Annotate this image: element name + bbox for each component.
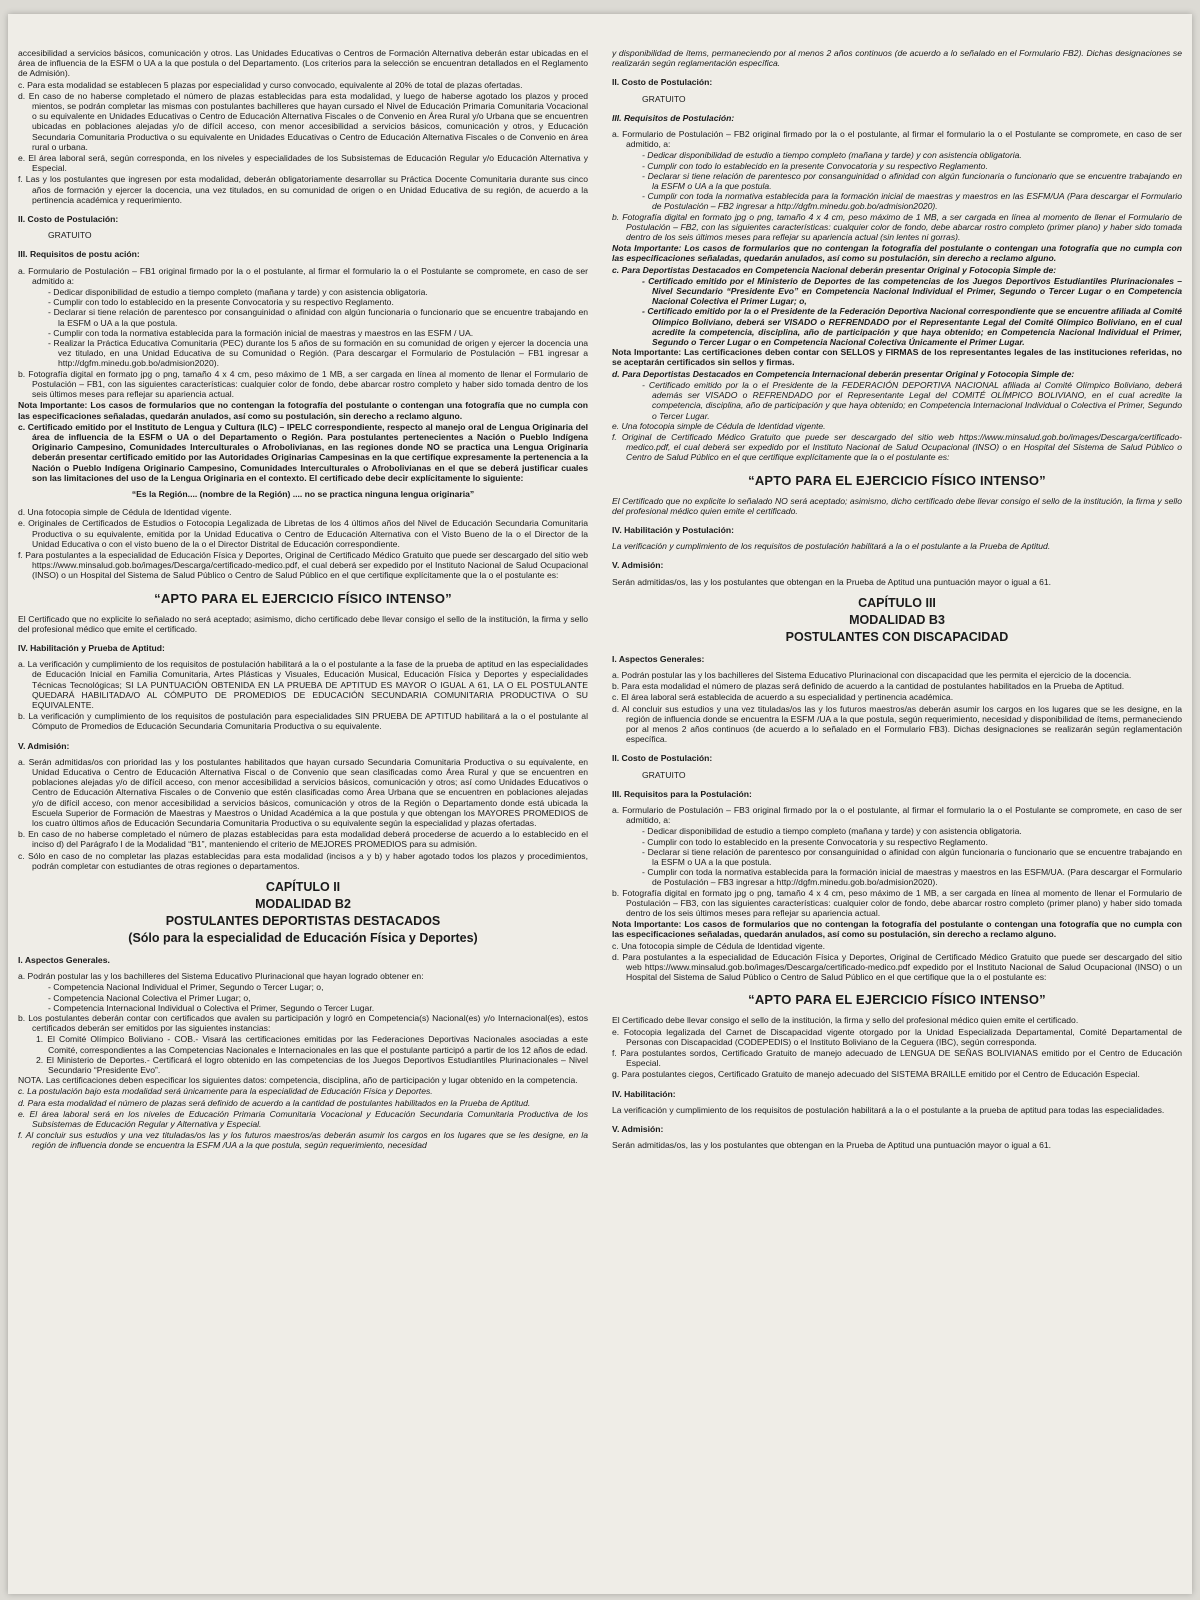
req-item-d: d. Para Deportistas Destacados en Competencia Internacional deberán presentar Original y Fotocopia Simple de:: [612, 368, 1075, 379]
req-sub-item: - Declarar si tiene relación de parentesco por consanguinidad o afinidad con algún funcionaria o funcionario que se encuentre trabajando en la ESFM o UA a la que postula.: [642, 170, 1182, 192]
chapter-3-label: CAPÍTULO III: [858, 595, 936, 610]
section-heading-habilitacion-b3: IV. Habilitación:: [612, 1088, 676, 1099]
req-item-c: c. Para Deportistas Destacados en Competencia Nacional deberán presentar Original y Fotocopia Simple de:: [612, 264, 1057, 275]
asp-item-b: b. Para esta modalidad el número de plazas será definido de acuerdo a la cantidad de postulantes habilitados en la Prueba de Aptitud.: [612, 681, 1125, 692]
req2-item-e: e. Fotocopia legalizada del Carnet de Discapacidad vigente otorgado por la Unidad Especializada Departamental, Comité Departamental de Personas con Discapacidad (CODEPEDIS) o el Instituto Boliviano de la Ceguera (IBC), según corresponda.: [612, 1026, 1182, 1047]
req-d-sub-item: - Certificado emitido por la o el Presidente de la FEDERACIÓN DEPORTIVA NACIONAL afiliada al Comité Olímpico Boliviano, deberá además ser VISADO o REFRENDADO por el Representante Legal del COMITÉ OLÍMPICO BOLIVIANO, en el cual acredite la competencia, disciplina, año de participación y que haya obtenido; en Competencia Internacional Individual o Colectiva el Primer, Segundo o Tercer Lugar.: [642, 379, 1182, 421]
section-heading-requisitos: III. Requisitos de postu ación:: [18, 249, 140, 260]
hab-item-b: b. La verificación y cumplimiento de los requisitos de postulación para especialidades SIN PRUEBA DE APTITUD habilitará a la o el postulante al Cómputo de Promedios de Educación Secundaria Comunitaria Productiva o su equivalente.: [18, 711, 588, 732]
section-heading-costo-b3: II. Costo de Postulación:: [612, 753, 713, 764]
adm-item-c: c. Sólo en caso de no completar las plazas establecidas para esta modalidad (incisos a y b) y haber agotado todos los plazos y procedimientos, podrán completar con estudiantes de otras regiones o departamentos.: [18, 850, 588, 871]
apto-heading-b3: “APTO PARA EL EJERCICIO FÍSICO INTENSO”: [748, 992, 1046, 1008]
intro-item-e: e. El área laboral será, según corresponda, en los niveles y especialidades de los Subsistemas de Educación Regular y/o Educación Alternativa y Especial.: [18, 153, 588, 174]
req-sub-item: - Cumplir con toda la normativa establecida para la formación inicial de maestras y maestros en las ESFM / UA.: [48, 327, 474, 338]
apto-text: El Certificado que no explicite lo señalado no será aceptado; asimismo, dicho certificado debe llevar consigo el sello de la institución, la firma y sello del profesional médico que emite el certificado.: [18, 613, 588, 634]
chapter-3-modality: MODALIDAD B3: [849, 612, 945, 627]
req2-item-d: d. Para postulantes a la especialidad de Educación Física y Deportes, Original de Certificado Médico Gratuito que puede ser descargado del sitio web https://www.minsalud.gob.bo/images/Descarga/certificado-medico.pdf expedido por el Instituto Nacional de Salud Ocupacional (INSO) o un Hospital del Sistema de Salud Público o Centro de Salud Público en el que certifique que la o el postulante es:: [612, 951, 1182, 983]
adm-item-b: b. En caso de no haberse completado el número de plazas establecidas para esta modalidad deberá procederse de acuerdo a lo establecido en el inciso d) del Parágrafo I de la Modalidad “B1”, manteniendo el criterio de MEJORES PROMEDIOS para su admisión.: [18, 829, 588, 850]
section-heading-aspectos: I. Aspectos Generales:: [612, 653, 705, 664]
req-item-b: b. Fotografía digital en formato jpg o png, tamaño 4 x 4 cm, peso máximo de 1 MB, a ser cargada en línea al momento de llenar el Formulario de Postulación – FB2, con las siguientes características: cualquier color de fondo, debe abarcar rostro completo (primer plano) y haber sido tomada dentro de los seis últimos meses para reflejar su apariencia actual (sin lentes ni gorras).: [612, 211, 1182, 243]
asp-sub-item: - Competencia Internacional Individual o Colectiva el Primer, Segundo o Tercer Lugar.: [48, 1002, 375, 1013]
asp-item-c: c. La postulación bajo esta modalidad será únicamente para la especialidad de Educación Física y Deportes.: [18, 1086, 433, 1097]
costo-value-b3: GRATUITO: [642, 769, 686, 780]
req-sub-item: - Cumplir con toda la normativa establecida para la formación inicial de maestras y maestros en las ESFM/UA (Para descargar el Formulario de Postulación – FB2 ingresar a http://dgfm.minedu.gob.bo/admision2020).: [642, 191, 1182, 212]
req2-item-b: b. Fotografía digital en formato jpg o png, tamaño 4 x 4 cm, peso máximo de 1 MB, a ser cargada en línea al momento de llenar el Formulario de Postulación – FB3, con las siguientes características: cualquier color de fondo, debe abarcar rostro completo (primer plano) y haber sido tomada dentro de los seis últimos meses para reflejar su apariencia actual.: [612, 887, 1182, 918]
req-sub-item: - Cumplir con todo lo establecido en la presente Convocatoria y su respectivo Reglamento.: [48, 297, 394, 308]
section-heading-admision-b3: V. Admisión:: [612, 1124, 664, 1135]
chapter-3-title: POSTULANTES CON DISCAPACIDAD: [785, 629, 1009, 644]
apto-text: El Certificado que no explicite lo señalado NO será aceptado; asimismo, dicho certificado debe llevar consigo el sello de la institución, la firma y sello del profesional médico quien emite el certificado.: [612, 495, 1182, 516]
req-b-note: Nota Importante: Los casos de formularios que no contengan la fotografía del postulante o contengan una fotografía que no cumpla con las especificaciones señaladas, quedarán anulados, así como su postulación, sin derecho a reclamo alguno.: [18, 400, 588, 421]
costo-value: GRATUITO: [642, 93, 686, 104]
req-c-sub-item: - Certificado emitido por el Ministerio de Deportes de las competencias de los Juegos Deportivos Estudiantiles Plurinacionales – Nivel Secundario “Presidente Evo” en Competencia Nacional Individual el Primer, Segundo o Tercer Lugar o en Competencia Nacional Colectiva el Primer Lugar; o,: [642, 275, 1182, 307]
adm-text: Serán admitidas/os, las y los postulantes que obtengan en la Prueba de Aptitud una puntuación mayor o igual a 61.: [612, 576, 1052, 587]
chapter-2-subtitle: (Sólo para la especialidad de Educación Física y Deportes): [128, 931, 478, 946]
adm-item-a: a. Serán admitidas/os con prioridad las y los postulantes habilitados que hayan cursado Secundaria Comunitaria Productiva o su equivalente, en Unidad Educativa o Centro de Educación Alternativa Fiscal o de Convenio que sean clasificadas como Área Rural y que se encuentren en poblaciones alejadas y/o de difícil acceso, con menor accesibilidad a servicios básicos, comunicación y otros; así como Unidades Educativos o Centro de Educación Alternativa Fiscales o de Convenio que estén clasificadas como Área Urbana que se encuentren en poblaciones alejadas y/o de difícil acceso, con menor accesibilidad a servicios básicos, comunicación y otros de la Región o Departamento donde está ubicada la Escuela Superior de Formación de Maestras y Maestros o Unidad Académica a la que postula y que obtengan los MAYORES PROMEDIOS de los cuatro últimos años de Educación Secundaria Comunitaria Productiva o su equivalente según la especialidad y plazas ofertadas.: [18, 756, 588, 828]
chapter-2-modality: MODALIDAD B2: [255, 897, 351, 912]
req2-item-g: g. Para postulantes ciegos, Certificado Gratuito de manejo adecuado del SISTEMA BRAILLE emitido por el Centro de Educación Especial.: [612, 1069, 1140, 1080]
section-heading-habilitacion: IV. Habilitación y Postulación:: [612, 524, 734, 535]
req-item-f: f. Original de Certificado Médico Gratuito que puede ser descargado del sitio web https://www.minsalud.gob.bo/images/Descarga/certificado-medico.pdf, el cual deberá ser expedido por el Instituto Nacional de Salud Ocupacional (INSO) o en Hospital del Sistema de Salud Público o Centro de Salud Público en el que certifique explícitamente que la o el postulante es:: [612, 431, 1182, 463]
costo-value: GRATUITO: [48, 230, 92, 241]
req-sub-item: - Dedicar disponibilidad de estudio a tiempo completo (mañana y tarde) y con asistencia obligatoria.: [48, 287, 428, 298]
req2-b-note: Nota Importante: Los casos de formularios que no contengan la fotografía del postulante o contengan una fotografía que no cumpla con las especificaciones señaladas, quedarán anulados, así como su postulación, sin derecho a reclamo alguno.: [612, 919, 1182, 940]
req-item-a: a. Formulario de Postulación – FB2 original firmado por la o el postulante, al firmar el formulario la o el Postulante se compromete, en caso de ser admitido, a:: [612, 129, 1182, 150]
asp-item-d: d. Para esta modalidad el número de plazas será definido de acuerdo a la cantidad de postulantes habilitados en la Prueba de Aptitud.: [18, 1097, 531, 1108]
req-item-a: a. Formulario de Postulación – FB1 original firmado por la o el postulante, al firmar el formulario la o el Postulante se compromete, en caso de ser admitido a:: [18, 265, 588, 286]
req-sub-item: - Dedicar disponibilidad de estudio a tiempo completo (mañana y tarde) y con asistencia obligatoria.: [642, 150, 1022, 161]
adm-text-b3: Serán admitidas/os, las y los postulantes que obtengan en la Prueba de Aptitud una puntuación mayor o igual a 61.: [612, 1140, 1052, 1151]
req2-item-a: a. Formulario de Postulación – FB3 original firmado por la o el postulante, al firmar el formulario la o el Postulante se compromete, en caso de ser admitido, a:: [612, 804, 1182, 826]
req2-sub-item: - Cumplir con todo lo establecido en la presente Convocatoria y su respectivo Reglamento.: [642, 836, 988, 847]
req2-item-c: c. Una fotocopia simple de Cédula de Identidad vigente.: [612, 940, 826, 951]
section-heading-requisitos: III. Requisitos de Postulación:: [612, 112, 735, 123]
req2-item-f: f. Para postulantes sordos, Certificado Gratuito de manejo adecuado de LENGUA DE SEÑAS BOLIVIANAS emitido por el Centro de Educación Especial.: [612, 1048, 1182, 1069]
asp-sub-item: - Competencia Nacional Colectiva el Primer Lugar; o,: [48, 992, 251, 1003]
asp-sub-item: - Competencia Nacional Individual el Primer, Segundo o Tercer Lugar; o,: [48, 982, 324, 993]
apto-heading: “APTO PARA EL EJERCICIO FÍSICO INTENSO”: [154, 590, 452, 606]
asp-item-e: e. El área laboral será en los niveles de Educación Primaria Comunitaria Vocacional y Educación Secundaria Comunitaria Productiva de los Subsistemas de Educación Regular y Alternativa y Especial.: [18, 1108, 588, 1130]
hab-text-b3: La verificación y cumplimiento de los requisitos de postulación habilitará a la o el postulante a la prueba de aptitud para todas las especialidades.: [612, 1104, 1165, 1115]
chapter-2-title: POSTULANTES DEPORTISTAS DESTACADOS: [165, 914, 441, 929]
apto-heading: “APTO PARA EL EJERCICIO FÍSICO INTENSO”: [748, 472, 1046, 488]
req2-sub-item: - Declarar si tiene relación de parentesco por consanguinidad o afinidad con algún funcionaria o funcionario que se encuentre trabajando en la ESFM o UA a la que postula.: [642, 846, 1182, 867]
asp-b-2: 2. El Ministerio de Deportes.- Certificará el logro obtenido en las competencias de los Juegos Deportivos Estudiantiles Plurinacionales – Nivel Secundario “Presidente Evo”.: [36, 1054, 588, 1076]
req-item-d: d. Una fotocopia simple de Cédula de Identidad vigente.: [18, 507, 232, 518]
quote-text: “Es la Región.... (nombre de la Región) .... no se practica ninguna lengua originaria”: [131, 488, 475, 499]
section-heading-aspectos: I. Aspectos Generales.: [18, 955, 110, 966]
section-heading-admision: V. Admisión:: [18, 740, 70, 751]
asp-item-b: b. Los postulantes deberán contar con certificados que avalen su participación y logró en Competencia(s) Nacional(es) y/o Internacional(es), estos certificados deberán ser emitidos por las siguientes instancias:: [18, 1013, 588, 1034]
req-b-note: Nota Importante: Los casos de formularios que no contengan la fotografía del postulante o contengan una fotografía que no cumpla con las especificaciones señaladas, quedarán anulados, así como su postulación, sin derecho a reclamo alguno.: [612, 243, 1182, 264]
req-item-b: b. Fotografía digital en formato jpg o png, tamaño 4 x 4 cm, peso máximo de 1 MB, a ser cargada en línea al momento de llenar el Formulario de Postulación – FB1, con las siguientes características: cualquier color de fondo, debe abarcar rostro completo y haber sido tomada dentro de los seis últimos meses para reflejar su apariencia actual.: [18, 368, 588, 400]
req-item-e: e. Una fotocopia simple de Cédula de Identidad vigente.: [612, 420, 826, 431]
intro-item-f: f. Las y los postulantes que ingresen por esta modalidad, deberán obligatoriamente desarrollar su Práctica Docente Comunitaria durante sus cinco años de formación y ejercer la docencia, una vez titulados, en su comunidad de origen o en Unidad Educativa de su región, de acuerdo a la pertinencia académica y requerimiento.: [18, 174, 588, 205]
req-sub-item: - Declarar si tiene relación de parentesco por consanguinidad o afinidad con algún funcionaria o funcionario que se encuentre trabajando en la ESFM o UA a la que postula.: [48, 307, 588, 328]
req-c-sub-item: - Certificado emitido por la o el Presidente de la Federación Deportiva Nacional correspondiente que se encuentre afiliada al Comité Olímpico Boliviano, deberá ser VISADO o REFRENDADO por el Representante Legal del Comité Olímpico Boliviano, en el cual acredite la competencia, disciplina, año de participación y que haya obtenido; en Competencia Nacional Individual el Primer, Segundo o Tercer Lugar o en Competencia Nacional Colectiva Únicamente el Primer Lugar.: [642, 306, 1182, 348]
intro-item-d: d. En caso de no haberse completado el número de plazas establecidas para esta modalidad, y luego de haberse agotado los plazos y proced mientos, se podrán completar las mismas con postulantes bachilleres que hayan cursado el Nivel de Educación Primaria Comunitaria Vocacional o su equivalente en Unidades Educativas o Centro de Educación Alternativa Fiscales o de Convenio en Área Rural y/o Urbana que se encuentren ubicadas en poblaciones alejadas y/o de difícil acceso, con menor accesibilidad a servicios básicos, comunicación y otros, y Educación Secundaria Comunitaria Productiva o su equivalente en Unidades Educativas o Centro de Educación Alternativa Fiscales o de Convenio en área rural o urbana.: [18, 90, 588, 152]
asp-item-c: c. El área laboral será establecida de acuerdo a su especialidad y pertinencia académica.: [612, 692, 954, 703]
asp-item-d: d. Al concluir sus estudios y una vez tituladas/os las y los futuros maestros/as deberán asumir los cargos en los lugares que se les designe, en la región de influencia donde se encuentra la ESFM /UA a la que postula, según requerimiento, necesidad y disponibilidad de ítems, permaneciendo por al menos 2 años continuos (de acuerdo a lo señalado en el Formulario FB3). Dichas designaciones se realizarán según reglamentación específica.: [612, 703, 1182, 745]
right-intro-cont: y disponibilidad de ítems, permaneciendo por al menos 2 años continuos (de acuerdo a lo señalado en el Formulario FB2). Dichas designaciones se realizarán según reglamentación específica.: [612, 48, 1182, 69]
asp-item-a: a. Podrán postular las y los bachilleres del Sistema Educativo Plurinacional que hayan logrado obtener en:: [18, 971, 424, 982]
right-column: [612, 48, 1182, 1151]
req2-sub-item: - Cumplir con toda la normativa establecida para la formación inicial de maestras y maestros en las ESFM/UA. (Para descargar el Formulario de Postulación – FB3 ingresar a http://dgfm.minedu.gob.bo/admision2020).: [642, 867, 1182, 888]
document-page: [8, 14, 1192, 1594]
asp-item-f: f. Al concluir sus estudios y una vez tituladas/os las y los futuros maestros/as deberán asumir los cargos en los lugares que se les designe, en la región de influencia donde se encuentra la ESFM /UA a la que postula, según requerimiento, necesidad: [18, 1130, 588, 1151]
hab-text: La verificación y cumplimiento de los requisitos de postulación habilitará a la o el postulante a la Prueba de Aptitud.: [612, 541, 1051, 552]
hab-item-a: a. La verificación y cumplimiento de los requisitos de postulación habilitará a la o el postulante a la fase de la prueba de aptitud en las especialidades de Educación Inicial en Familia Comunitaria, Artes Plásticas y Visuales, Educación Musical, Educación Física y Deportes y especialidades Técnicas Tecnológicas; SI LA PUNTUACIÓN OBTENIDA EN LA PRUEBA DE APTITUD ES MAYOR O IGUAL A 61, LA O EL POSTULANTE QUEDARÁ HABILITADA/O AL CÓMPUTO DE PROMEDIOS DE EDUCACIÓN SECUNDARIA COMUNITARIA PRODUCTIVA O SU EQUIVALENTE.: [18, 659, 588, 710]
section-heading-costo: II. Costo de Postulación:: [18, 214, 119, 225]
req-item-c: c. Certificado emitido por el Instituto de Lengua y Cultura (ILC) – IPELC correspondiente, respecto al manejo oral de Lengua Originaria del área de influencia de la ESFM o UA o del Departamento o Región. Para postulantes pertenecientes a Nación o Pueblo Indígena Originario Campesino, Comunidades Interculturales o Afrobolivianas, en las regiones donde NO se practica una Lengua Originaria deberán presentar certificado emitido por las Autoridades Originarias Campesinas en la que certifique expresamente la pertenencia a la Nación o Pueblo Indígena Originario Campesino, Comunidades Interculturales o Afrobolivianas en el que se deberá justificar cuales son las limitaciones del uso de la Lengua Originaria en el contexto. El certificado debe decir explícitamente lo siguiente:: [18, 421, 588, 483]
asp-item-a: a. Podrán postular las y los bachilleres del Sistema Educativo Plurinacional con discapacidad que les permita el ejercicio de la docencia.: [612, 669, 1132, 680]
req-sub-item: - Realizar la Práctica Educativa Comunitaria (PEC) durante los 5 años de su formación en su comunidad de origen y ejercer la docencia una vez titulado, en una Unidad Educativa de su Comunidad o Región. (Para descargar el Formulario de Postulación – FB1 ingresar a http://dgfm.minedu.gob.bo/admision2020).: [48, 338, 588, 369]
section-heading-requisitos-b3: III. Requisitos para la Postulación:: [612, 788, 752, 799]
section-heading-habilitacion: IV. Habilitación y Prueba de Aptitud:: [18, 642, 165, 653]
asp-nota: NOTA. Las certificaciones deben especificar los siguientes datos: competencia, disciplina, año de participación y lugar obtenido en la competencia.: [18, 1075, 578, 1086]
section-heading-costo: II. Costo de Postulación:: [612, 77, 713, 88]
intro-b-cont: accesibilidad a servicios básicos, comunicación y otros. Las Unidades Educativas o Centros de Formación Alternativa deberán estar ubicadas en el área de influencia de la ESFM o UA a la que postula o del Departamento. (Los criterios para la selección se encuentran detallados en el Reglamento de Admisión).: [18, 48, 588, 79]
req-sub-item: - Cumplir con todo lo establecido en la presente Convocatoria y su respectivo Reglamento.: [642, 160, 988, 171]
req-item-e: e. Originales de Certificados de Estudios o Fotocopia Legalizada de Libretas de los 4 últimos años del Nivel de Educación Secundaria Comunitaria Productiva o su equivalente, emitida por la Unidad Educativa o Centro de Educación Alternativa con el Visto Bueno de la o el Director de la Unidad Educativa o con el visto bueno de la o el Director Distrital de Educación correspondiente.: [18, 518, 588, 549]
left-column: [18, 48, 588, 1152]
section-heading-admision: V. Admisión:: [612, 560, 664, 571]
req-c-note: Nota Importante: Las certificaciones deben contar con SELLOS y FIRMAS de los representantes legales de las instituciones referidas, no se aceptarán certificados sin sellos y firmas.: [612, 347, 1182, 368]
intro-item-c: c. Para esta modalidad se establecen 5 plazas por especialidad y curso convocado, equivalente al 20% de total de plazas ofertadas.: [18, 79, 523, 90]
req-item-f: f. Para postulantes a la especialidad de Educación Física y Deportes, Original de Certificado Médico Gratuito que puede ser descargado del sitio web https://www.minsalud.gob.bo/images/Descarga/certificado-medico.pdf, el cual deberá ser expedido por el Instituto Nacional de Salud Ocupacional (INSO) o un Hospital del Sistema de Salud Público o Centro de Salud Público en el que certifique explícitamente que la o el postulante es:: [18, 549, 588, 581]
req2-sub-item: - Dedicar disponibilidad de estudio a tiempo completo (mañana y tarde) y con asistencia obligatoria.: [642, 826, 1022, 837]
chapter-2-label: CAPÍTULO II: [265, 880, 341, 895]
asp-b-1: 1. El Comité Olímpico Boliviano - COB.- Visará las certificaciones emitidas por las Federaciones Deportivas Nacionales asociadas a este Comité, correspondientes a las Competencias Nacionales e Internacionales en las que el postulante participó a partir de los 12 años de edad.: [36, 1034, 588, 1055]
apto-text-b3: El Certificado debe llevar consigo el sello de la institución, la firma y sello del profesional médico quien emite el certificado.: [612, 1015, 1079, 1026]
